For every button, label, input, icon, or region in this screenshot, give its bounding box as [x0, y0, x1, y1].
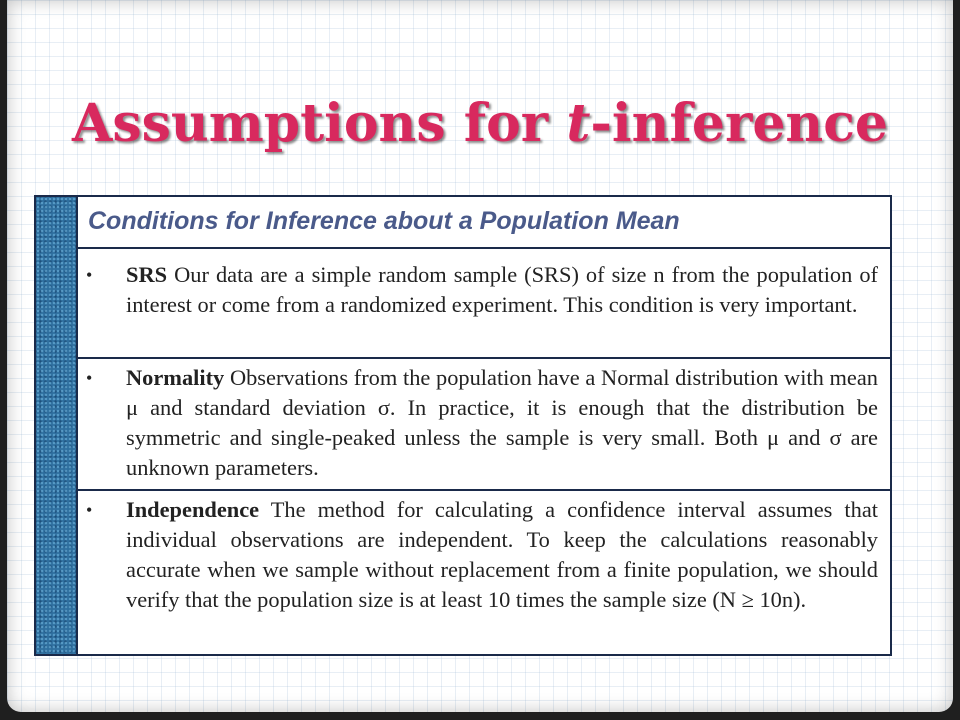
title-prefix: Assumptions for — [72, 93, 549, 154]
box-header — [78, 197, 890, 249]
slide — [7, 0, 953, 712]
condition-text: The method for calculating a confidence interval assumes that individual observations are independent. To keep the calculations reasonably accurate when we sample without replacement from a finite population, we should verify that the population size is at least 10 times the sample size (N ≥ 10n). — [126, 497, 878, 612]
condition-term: Normality — [126, 365, 225, 390]
slide-title — [7, 88, 953, 160]
condition-text: Our data are a simple random sample (SRS) of size n from the population of interest or come from a randomized experiment. This condition is very important. — [126, 262, 878, 317]
box-header-title: Conditions for Inference about a Population Mean — [88, 207, 680, 235]
condition-body — [126, 260, 878, 320]
title-suffix: -inference — [590, 93, 888, 154]
condition-body — [126, 363, 878, 483]
bullet: • — [86, 500, 93, 520]
conditions-box — [34, 195, 892, 656]
condition-text: Observations from the population have a Normal distribution with mean μ and standard deviation σ. In practice, it is enough that the distribution be symmetric and single-peaked unless the sample is very small. Both μ and σ are unknown parameters. — [126, 365, 878, 480]
decorative-strip — [36, 197, 78, 654]
bullet: • — [86, 368, 93, 388]
condition-term: Independence — [126, 497, 260, 522]
divider — [78, 489, 890, 491]
bullet: • — [86, 265, 93, 285]
title-italic-t: t — [566, 93, 591, 154]
condition-srs — [78, 260, 878, 352]
condition-body — [126, 495, 878, 615]
condition-independence — [78, 495, 878, 647]
condition-normality — [78, 363, 878, 485]
divider — [78, 357, 890, 359]
condition-term: SRS — [126, 262, 168, 287]
conditions-list — [78, 249, 890, 654]
